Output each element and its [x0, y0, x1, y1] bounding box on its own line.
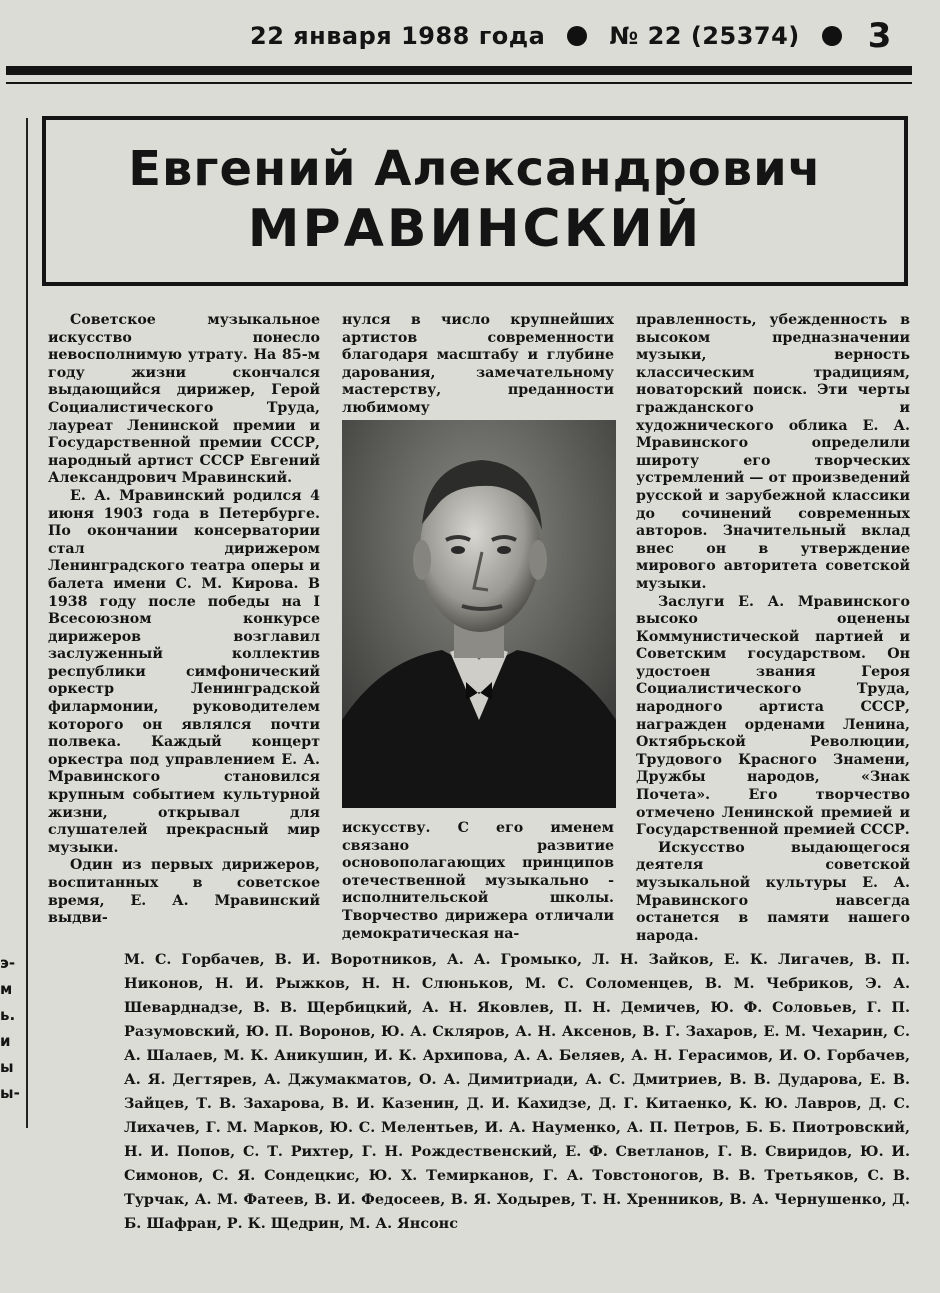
bullet-dot-icon — [822, 26, 842, 46]
article-column-2-top — [342, 312, 614, 418]
article-column-2-bottom — [342, 820, 614, 943]
fragment-line: э- — [0, 954, 16, 972]
column-divider — [26, 118, 28, 1128]
headline-box — [42, 116, 908, 286]
article-paragraph: правленность, убежденность в высоком предназначении музыки, верность классическим традициям, новаторский поиск. Эти черты гражданского и художнического облика Е. А. Мравинского определили широту его творческих устремлений — от произведений русской и зарубежной классики до сочинений современных авторов. Значительный вклад внес он в утверждение мирового авторитета советской музыки. — [636, 312, 910, 592]
article-column-1 — [48, 312, 320, 928]
fragment-line: ы — [0, 1058, 14, 1076]
masthead — [250, 18, 920, 54]
article-paragraph: Искусство выдающегося деятеля советской музыкальной культуры Е. А. Мравинского навсегда останется в памяти нашего народа. — [636, 839, 910, 944]
fragment-line: и — [0, 1032, 11, 1050]
adjacent-column-fragment — [0, 950, 22, 1106]
fragment-line: ы- — [0, 1084, 20, 1102]
issue-date: 22 января 1988 года — [250, 22, 546, 50]
portrait-photo — [342, 420, 616, 808]
page-number: 3 — [867, 16, 892, 56]
article-paragraph: Один из первых дирижеров, воспитанных в советское время, Е. А. Мравинский выдви- — [48, 857, 320, 927]
masthead-rule-thick — [6, 66, 912, 75]
article-paragraph: Заслуги Е. А. Мравинского высоко оценены Коммунистической партией и Советским государством. Он удостоен звания Героя Социалистического Труда, народного артиста СССР, награжден орденами Ленина, Октябрьской Революции, Трудового Красного Знамени, Дружбы народов, «Знак Почета». Его творчество отмечено Ленинской премией и Государственной премией СССР. — [636, 593, 910, 839]
portrait-image — [342, 420, 616, 808]
article-paragraph: Е. А. Мравинский родился 4 июня 1903 года в Петербурге. По окончании консерватории стал дирижером Ленинградского театра оперы и балета имени С. М. Кирова. В 1938 году после победы на I Всесоюзном конкурсе дирижеров возглавил заслуженный коллектив республики симфонический оркестр Ленинградской филармонии, руководителем которого он являлся почти полвека. Каждый концерт оркестра под управлением Е. А. Мравинского становился крупным событием культурной жизни, открывал для слушателей прекрасный мир музыки. — [48, 487, 320, 856]
bullet-dot-icon — [567, 26, 587, 46]
issue-number: № 22 (25374) — [609, 22, 800, 50]
headline-surname: МРАВИНСКИЙ — [247, 199, 703, 259]
signatories-list: М. С. Горбачев, В. И. Воротников, А. А. Громыко, Л. Н. Зайков, Е. К. Лигачев, В. П. Никонов, Н. И. Рыжков, Н. Н. Слюньков, М. С. Соломенцев, В. М. Чебриков, Э. А. Шеварднадзе, В. В. Щербицкий, А. Н. Яковлев, П. Н. Демичев, Ю. Ф. Соловьев, Г. П. Разумовский, Ю. П. Воронов, Ю. А. Скляров, А. Н. Аксенов, В. Г. Захаров, Е. М. Чехарин, С. А. Шалаев, М. К. Аникушин, И. К. Архипова, А. А. Беляев, А. Н. Герасимов, И. О. Горбачев, А. Я. Дегтярев, А. Джумакматов, О. А. Димитриади, А. С. Дмитриев, В. В. Дударова, Е. В. Зайцев, Т. В. Захарова, В. И. Казенин, Д. И. Кахидзе, Д. Г. Китаенко, К. Ю. Лавров, Д. С. Лихачев, Г. М. Марков, Ю. С. Мелентьев, И. А. Науменко, А. П. Петров, Б. Б. Пиотровский, Н. И. Попов, С. Т. Рихтер, Г. Н. Рождественский, Е. Ф. Светланов, Г. В. Свиридов, Ю. И. Симонов, С. Я. Сондецкис, Ю. Х. Темирканов, Г. А. Товстоногов, В. В. Третьяков, С. В. Турчак, А. М. Фатеев, В. И. Федосеев, В. Я. Ходырев, Т. Н. Хренников, В. А. Чернушенко, Д. Б. Шафран, Р. К. Щедрин, М. А. Янсонс — [124, 951, 910, 1232]
article-paragraph: Советское музыкальное искусство понесло невосполнимую утрату. На 85-м году жизни скончался выдающийся дирижер, Герой Социалистического Труда, лауреат Ленинской премии и Государственной премии СССР, народный артист СССР Евгений Александрович Мравинский. — [48, 312, 320, 487]
article-paragraph: нулся в число крупнейших артистов современности благодаря масштабу и глубине дарования, замечательному мастерству, преданности любимому — [342, 312, 614, 416]
headline-name: Евгений Александрович — [128, 141, 822, 197]
article-column-3 — [636, 312, 910, 945]
fragment-line: ь. — [0, 1006, 16, 1024]
masthead-rule-thin — [6, 82, 912, 84]
fragment-line: м — [0, 980, 13, 998]
article-paragraph: искусству. С его именем связано развитие основополагающих принципов отечественной музыкально - исполнительской школы. Творчество дирижера отличали демократическая на- — [342, 820, 614, 942]
